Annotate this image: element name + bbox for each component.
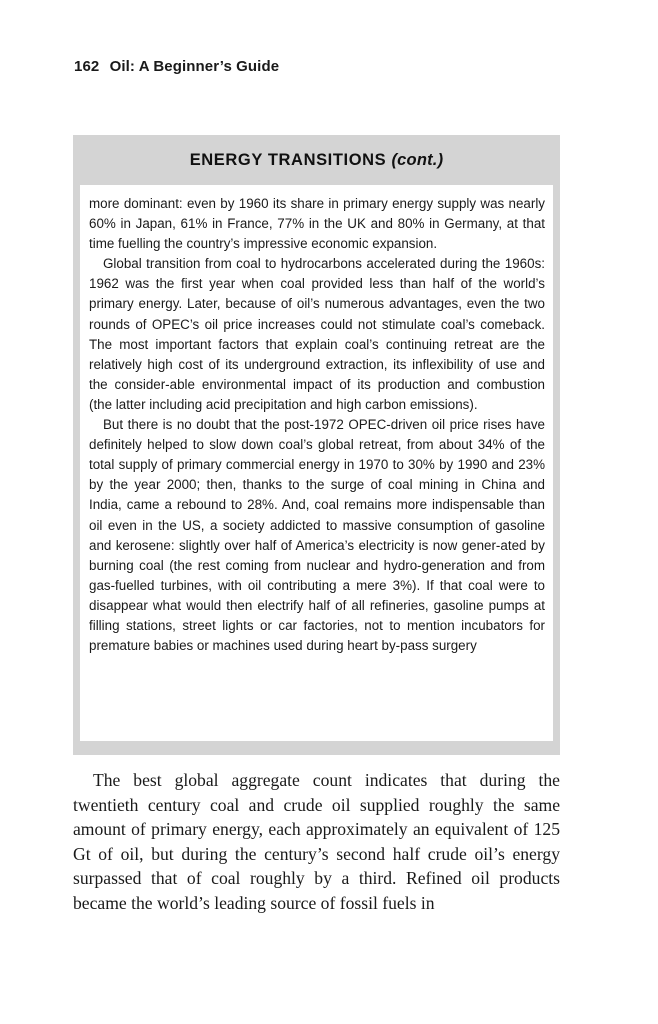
running-header bbox=[74, 58, 279, 75]
box-paragraph-3: But there is no doubt that the post-1972 OPEC-driven oil price rises have definitely helped to slow down coal’s global retreat, from about 34% of the total supply of primary commercial energy in 1970 to 30% by 1990 and 23% by the year 2000; then, thanks to the surge of coal mining in China and India, came a rebound to 28%. And, coal remains more indispensable than oil even in the US, a society addicted to massive consumption of gasoline and kerosene: slightly over half of America’s electricity is now gener-ated by burning coal (the rest coming from nuclear and hydro-generation and from gas-fuelled turbines, with oil contributing a mere 3%). If that coal were to disappear what would then electrify half of all refineries, gasoline pumps at filling stations, street lights or car factories, not to mention incubators for premature babies or machines used during heart by-pass surgery bbox=[89, 417, 545, 654]
box-body bbox=[80, 185, 553, 741]
box-title bbox=[80, 135, 553, 185]
box-paragraph-2: Global transition from coal to hydrocarbons accelerated during the 1960s: 1962 was the first year when coal provided less than half of the world’s primary energy. Later, because of oil’s numerous advantages, even the two rounds of OPEC’s oil price increases could not stimulate coal’s comeback. The most important factors that explain coal’s continuing retreat are the relatively high cost of its underground extraction, its inflexibility of use and the consider-able environmental impact of its production and combustion (the latter including acid precipitation and high carbon emissions). bbox=[89, 256, 545, 412]
box-title-text: ENERGY TRANSITIONS bbox=[189, 151, 387, 169]
box-paragraph-1: more dominant: even by 1960 its share in primary energy supply was nearly 60% in Japan, 61% in France, 77% in the UK and 80% in Germany, at that time fuelling the country’s impressive economic expansion. bbox=[89, 196, 545, 252]
book-title: Oil: A Beginner’s Guide bbox=[109, 58, 280, 75]
energy-transitions-box bbox=[73, 135, 560, 755]
box-title-suffix: (cont.) bbox=[391, 151, 444, 169]
body-paragraph: The best global aggregate count indicates that during the twentieth century coal and crude oil supplied roughly the same amount of primary energy, each approximately an equivalent of 125 Gt of oil, but during the century’s second half crude oil’s energy surpassed that of coal roughly by a third. Refined oil products became the world’s leading source of fossil fuels in bbox=[73, 770, 560, 913]
page-number: 162 bbox=[74, 58, 100, 75]
